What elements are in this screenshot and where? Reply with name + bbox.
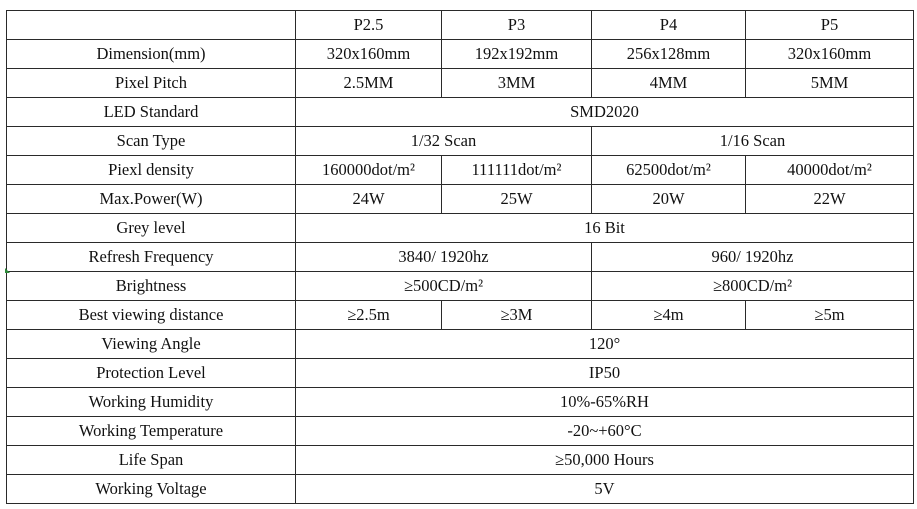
table-cell-merged: 1/32 Scan bbox=[296, 127, 592, 156]
row-label: Grey level bbox=[7, 214, 296, 243]
table-cell-merged: 3840/ 1920hz bbox=[296, 243, 592, 272]
row-label: Working Voltage bbox=[7, 475, 296, 504]
table-cell-merged: 16 Bit bbox=[296, 214, 914, 243]
row-label: Working Temperature bbox=[7, 417, 296, 446]
table-row-pixel-pitch bbox=[7, 69, 914, 98]
header-row bbox=[7, 11, 914, 40]
row-label: Max.Power(W) bbox=[7, 185, 296, 214]
row-label: LED Standard bbox=[7, 98, 296, 127]
table-cell-merged: ≥50,000 Hours bbox=[296, 446, 914, 475]
row-label: Best viewing distance bbox=[7, 301, 296, 330]
table-row-working-humidity bbox=[7, 388, 914, 417]
table-cell: 5MM bbox=[746, 69, 914, 98]
table-cell: 24W bbox=[296, 185, 442, 214]
table-row-viewing-angle bbox=[7, 330, 914, 359]
table-cell: 20W bbox=[592, 185, 746, 214]
table-cell: 40000dot/m² bbox=[746, 156, 914, 185]
table-cell: 25W bbox=[442, 185, 592, 214]
table-cell: 160000dot/m² bbox=[296, 156, 442, 185]
table-cell-merged: 10%-65%RH bbox=[296, 388, 914, 417]
table-cell: 2.5MM bbox=[296, 69, 442, 98]
row-label: Protection Level bbox=[7, 359, 296, 388]
table-row-grey-level bbox=[7, 214, 914, 243]
table-row-scan-type bbox=[7, 127, 914, 156]
row-label: Dimension(mm) bbox=[7, 40, 296, 69]
row-label: Scan Type bbox=[7, 127, 296, 156]
table-row-protection-level bbox=[7, 359, 914, 388]
table-cell: ≥5m bbox=[746, 301, 914, 330]
header-cell-p5: P5 bbox=[746, 11, 914, 40]
table-cell: ≥3M bbox=[442, 301, 592, 330]
table-cell-merged: SMD2020 bbox=[296, 98, 914, 127]
table-row-working-temperature bbox=[7, 417, 914, 446]
row-label: Viewing Angle bbox=[7, 330, 296, 359]
row-label: Life Span bbox=[7, 446, 296, 475]
table-cell-merged: 1/16 Scan bbox=[592, 127, 914, 156]
table-cell: 192x192mm bbox=[442, 40, 592, 69]
row-label: Brightness bbox=[7, 272, 296, 301]
header-cell-p4: P4 bbox=[592, 11, 746, 40]
table-cell: 111111dot/m² bbox=[442, 156, 592, 185]
header-cell-blank bbox=[7, 11, 296, 40]
table-row-dimension bbox=[7, 40, 914, 69]
header-cell-p3: P3 bbox=[442, 11, 592, 40]
table-cell: 256x128mm bbox=[592, 40, 746, 69]
table-cell-merged: -20~+60°C bbox=[296, 417, 914, 446]
table-cell-merged: IP50 bbox=[296, 359, 914, 388]
table-cell: 320x160mm bbox=[296, 40, 442, 69]
table-cell-merged: 120° bbox=[296, 330, 914, 359]
table-cell: 3MM bbox=[442, 69, 592, 98]
header-cell-p2-5: P2.5 bbox=[296, 11, 442, 40]
row-label: Pixel Pitch bbox=[7, 69, 296, 98]
table-row-refresh-frequency bbox=[7, 243, 914, 272]
table-cell: ≥4m bbox=[592, 301, 746, 330]
table-cell-merged: 960/ 1920hz bbox=[592, 243, 914, 272]
table-row-brightness bbox=[7, 272, 914, 301]
table-cell: 4MM bbox=[592, 69, 746, 98]
cell-comment-marker bbox=[5, 268, 10, 273]
table-cell: 22W bbox=[746, 185, 914, 214]
table-cell-merged: ≥800CD/m² bbox=[592, 272, 914, 301]
row-label: Working Humidity bbox=[7, 388, 296, 417]
table-cell: 62500dot/m² bbox=[592, 156, 746, 185]
table-row-led-standard bbox=[7, 98, 914, 127]
table-row-working-voltage bbox=[7, 475, 914, 504]
table-cell: ≥2.5m bbox=[296, 301, 442, 330]
row-label: Piexl density bbox=[7, 156, 296, 185]
table-cell-merged: ≥500CD/m² bbox=[296, 272, 592, 301]
table-row-viewing-distance bbox=[7, 301, 914, 330]
table-cell: 320x160mm bbox=[746, 40, 914, 69]
row-label: Refresh Frequency bbox=[7, 243, 296, 272]
table-row-max-power bbox=[7, 185, 914, 214]
table-cell-merged: 5V bbox=[296, 475, 914, 504]
table-row-pixel-density bbox=[7, 156, 914, 185]
spec-table bbox=[6, 10, 914, 504]
table-row-life-span bbox=[7, 446, 914, 475]
